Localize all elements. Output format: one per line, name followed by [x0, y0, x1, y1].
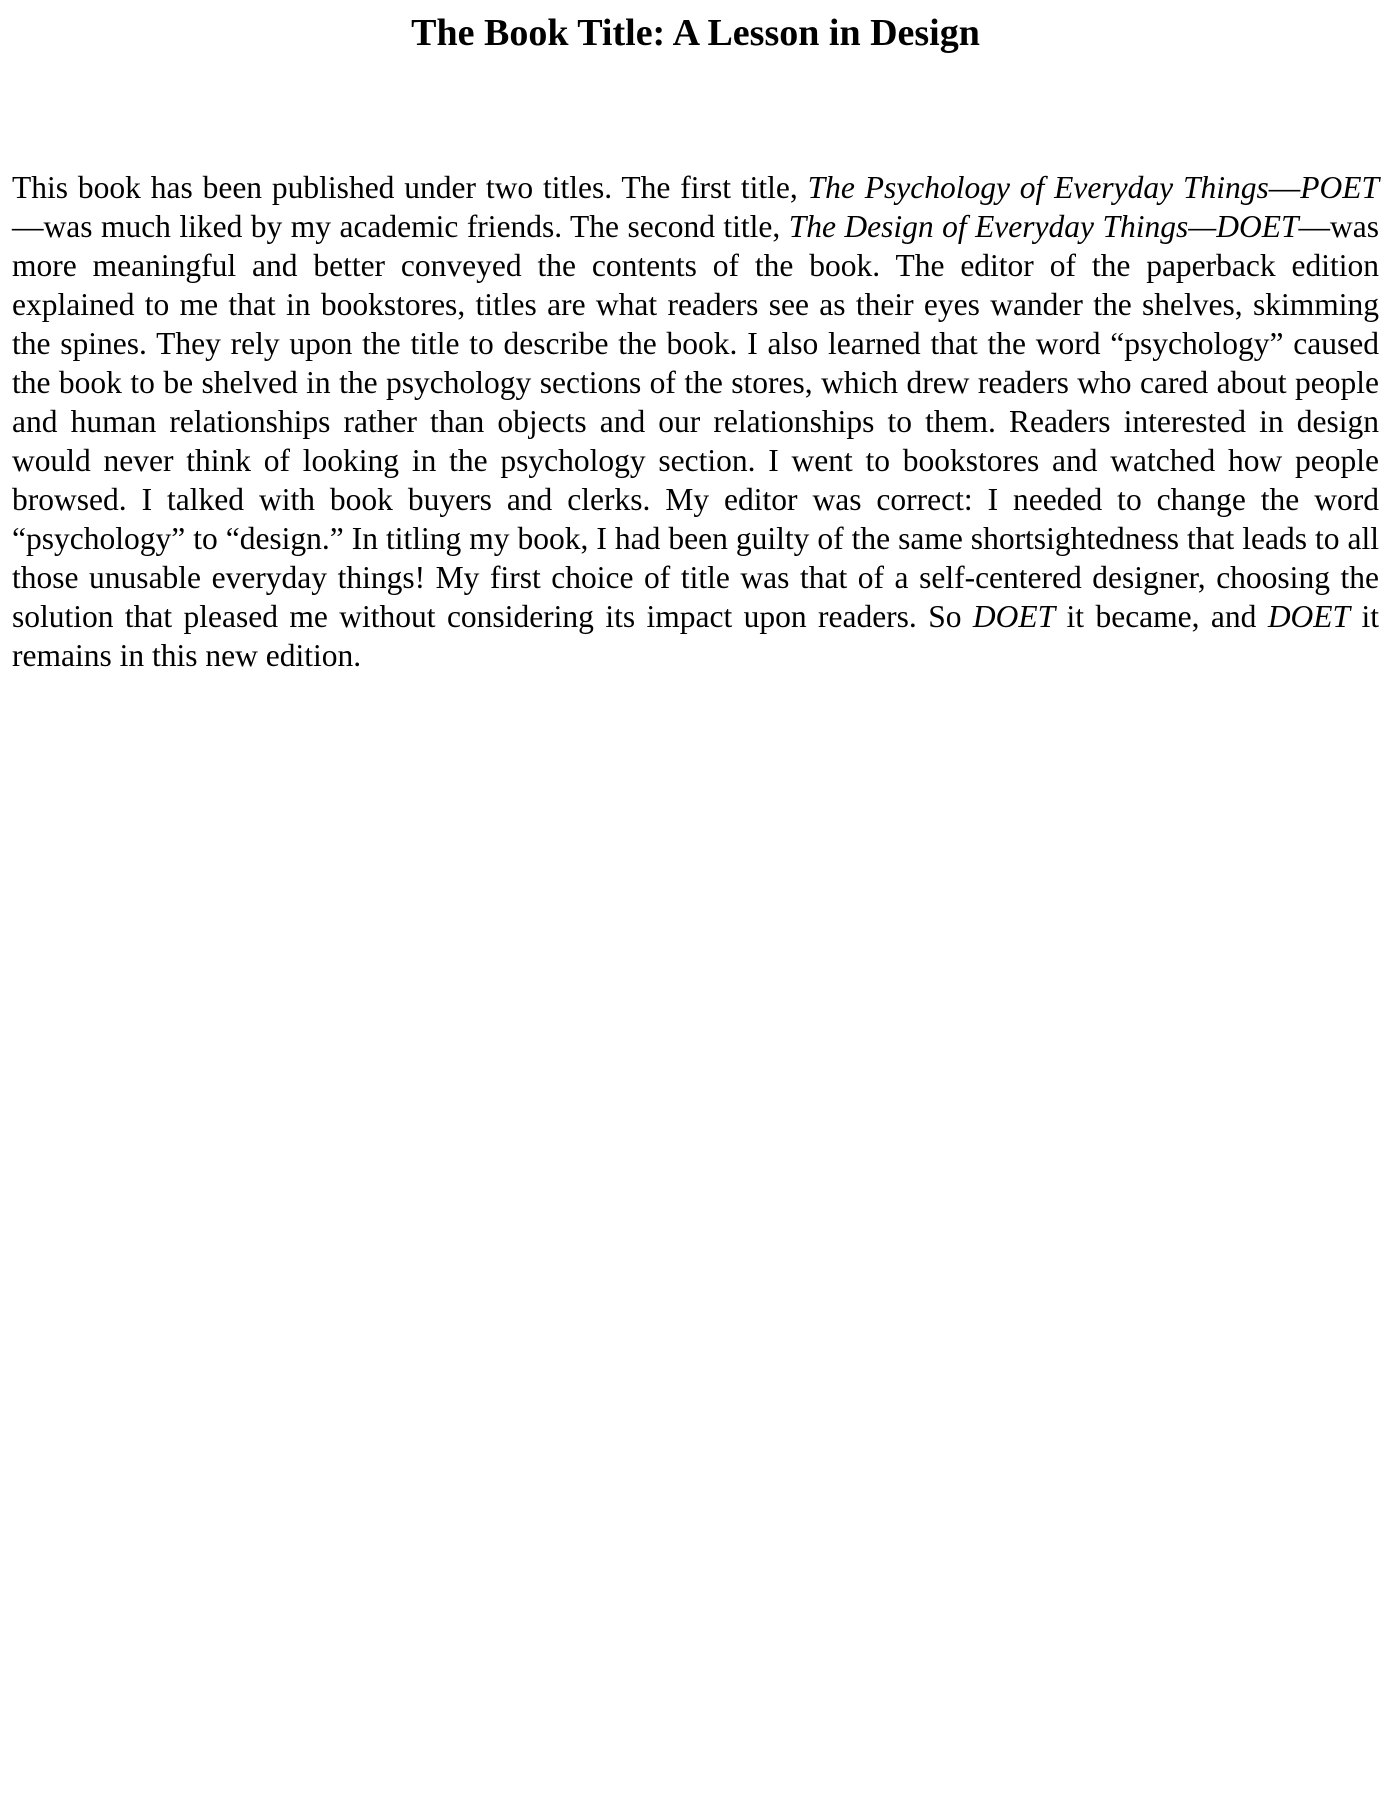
body-paragraph — [12, 168, 1379, 675]
book-title-italic: The Design of Everyday Things — [788, 209, 1189, 244]
paragraph-text: it became, and — [1055, 599, 1268, 634]
abbreviation-italic: DOET — [1216, 209, 1299, 244]
paragraph-text: —was more meaningful and better conveyed the contents of the book. The editor of the paperback edition explained to me that in bookstores, titles are what readers see as their eyes wander the shelves, skimming the spines. They rely upon the title to describe the book. I also learned that the word “psychology” caused the book to be shelved in the psychology sections of the stores, which drew readers who cared about people and human relationships rather than objects and our relationships to them. Readers interested in design would never think of looking in the psychology section. I went to bookstores and watched how people browsed. I talked with book buyers and clerks. My editor was correct: I needed to change the word “psychology” to “design.” In titling my book, I had been guilty of the same shortsightedness that leads to all those unusable everyday things! My first choice of title was that of a self-centered designer, choosing the solution that pleased me without considering its impact upon readers. So — [12, 209, 1379, 634]
abbreviation-italic: DOET — [972, 599, 1056, 634]
abbreviation-italic: POET — [1300, 170, 1379, 205]
paragraph-text: it remains in this new edition. — [12, 599, 1379, 673]
paragraph-text: This book has been published under two titles. The first title, — [12, 170, 808, 205]
page-title: The Book Title: A Lesson in Design — [411, 12, 980, 54]
em-dash: — — [1268, 170, 1301, 205]
paragraph-text: —was much liked by my academic friends. The second title, — [12, 209, 789, 244]
book-title-italic: The Psychology of Everyday Things — [807, 170, 1269, 205]
em-dash-italic: — — [1188, 209, 1217, 244]
abbreviation-italic: DOET — [1267, 599, 1351, 634]
